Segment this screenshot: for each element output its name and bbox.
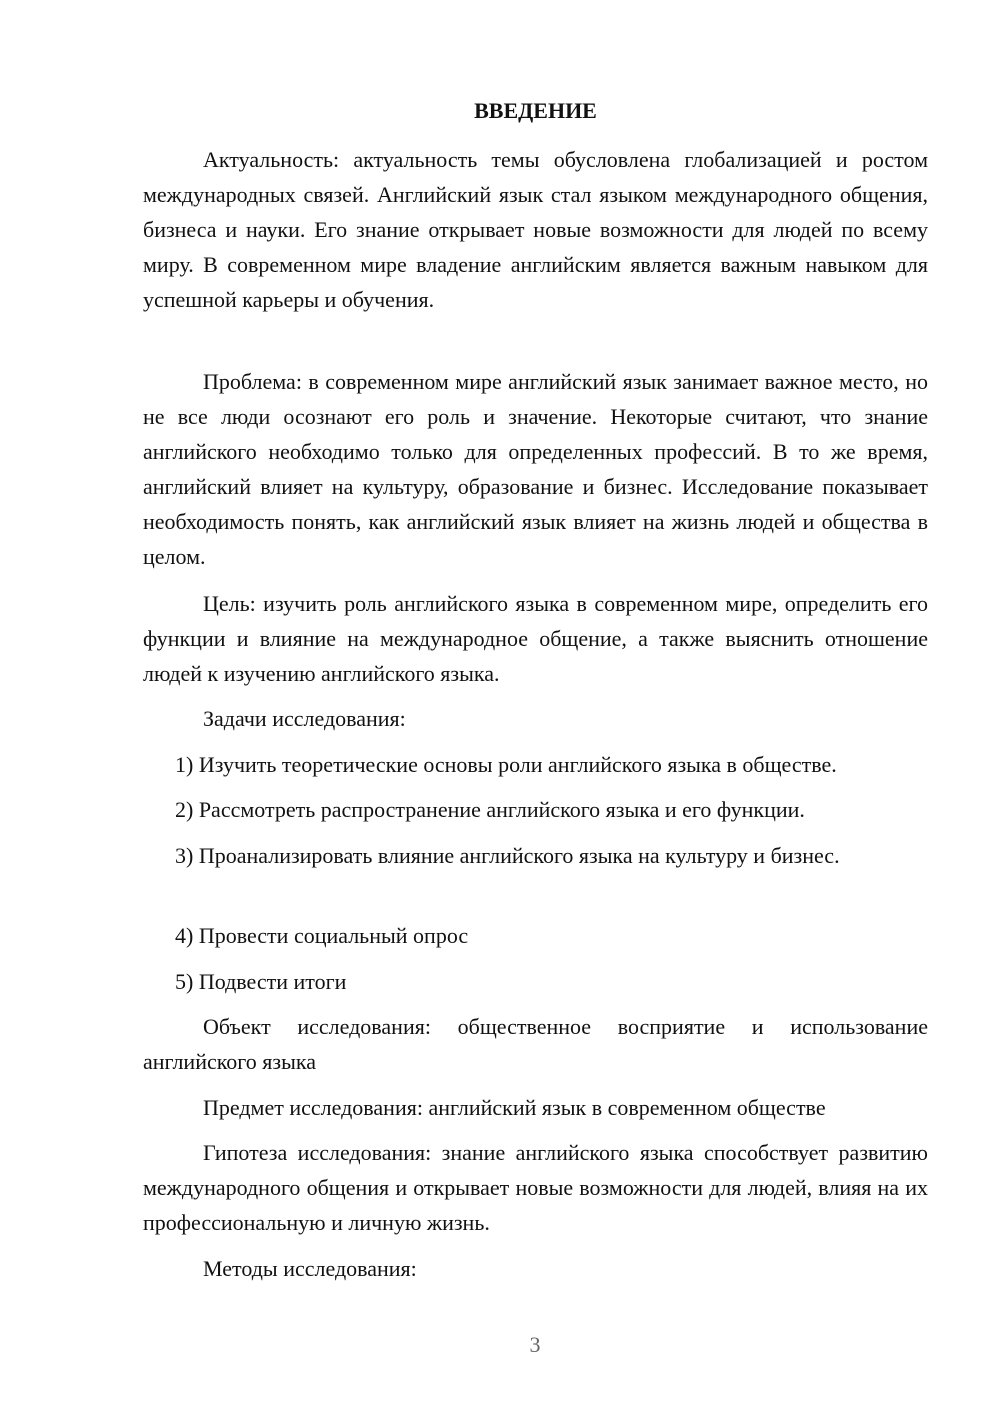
- paragraph-object: Объект исследования: общественное восприятие и использование английского языка: [143, 1014, 928, 1074]
- task-item-1: 1) Изучить теоретические основы роли английского языка в обществе.: [175, 752, 837, 777]
- page-number: 3: [529, 1332, 541, 1357]
- paragraph-methods: Методы исследования:: [203, 1256, 417, 1281]
- task-item-5: 5) Подвести итоги: [175, 969, 347, 994]
- tasks-title: Задачи исследования:: [203, 706, 406, 731]
- task-item-3: 3) Проанализировать влияние английского языка на культуру и бизнес.: [175, 843, 840, 868]
- paragraph-problem: Проблема: в современном мире английский язык занимает важное место, но не все люди осознают его роль и значение. Некоторые считают, что знание английского необходимо только для определенных профессий. В то же время, английский влияет на культуру, образование и бизнес. Исследование показывает необходимость понять, как английский язык влияет на жизнь людей и общества в целом.: [143, 369, 928, 569]
- section-heading: ВВЕДЕНИЕ: [474, 98, 597, 123]
- paragraph-goal: Цель: изучить роль английского языка в современном мире, определить его функции и влияние на международное общение, а также выяснить отношение людей к изучению английского языка.: [143, 591, 928, 686]
- task-item-4: 4) Провести социальный опрос: [175, 923, 469, 948]
- task-item-2: 2) Рассмотреть распространение английского языка и его функции.: [175, 797, 805, 822]
- paragraph-hypothesis: Гипотеза исследования: знание английского языка способствует развитию международного общения и открывает новые возможности для людей, влияя на их профессиональную и личную жизнь.: [143, 1140, 928, 1235]
- paragraph-relevance: Актуальность: актуальность темы обусловлена глобализацией и ростом международных связей. Английский язык стал языком международного общения, бизнеса и науки. Его знание открывает новые возможности для людей по всему миру. В современном мире владение английским является важным навыком для успешной карьеры и обучения.: [143, 147, 928, 312]
- paragraph-subject: Предмет исследования: английский язык в современном обществе: [203, 1095, 826, 1120]
